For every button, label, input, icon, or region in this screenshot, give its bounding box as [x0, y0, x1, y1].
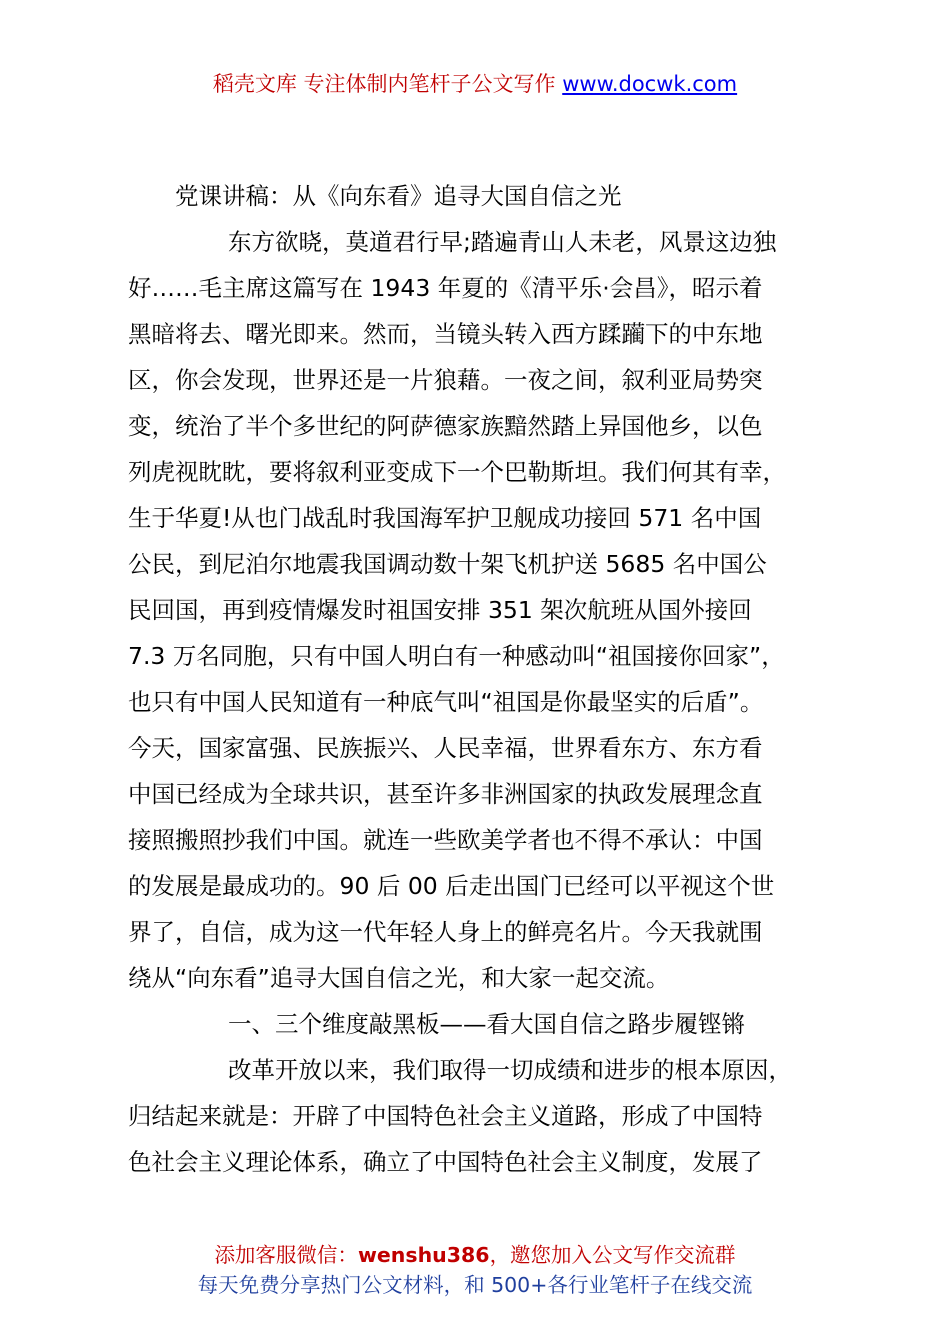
page-header	[0, 70, 950, 98]
text-line: 的发展是最成功的。90 后 00 后走出国门已经可以平视这个世	[128, 872, 775, 900]
page-footer	[0, 1240, 950, 1300]
text-line: 界了，自信，成为这一代年轻人身上的鲜亮名片。今天我就围	[128, 918, 763, 946]
section-heading: 一、三个维度敲黑板——看大国自信之路步履铿锵	[228, 1010, 745, 1038]
text-line: 绕从“向东看”追寻大国自信之光，和大家一起交流。	[128, 964, 670, 992]
text-line: 变，统治了半个多世纪的阿萨德家族黯然踏上异国他乡，以色	[128, 412, 763, 440]
text-line: 归结起来就是：开辟了中国特色社会主义道路，形成了中国特	[128, 1102, 763, 1130]
text-line: 生于华夏!从也门战乱时我国海军护卫舰成功接回 571 名中国	[128, 504, 762, 532]
paragraph-intro	[128, 219, 828, 1001]
text-line: 中国已经成为全球共识，甚至许多非洲国家的执政发展理念直	[128, 780, 763, 808]
text-line: 也只有中国人民知道有一种底气叫“祖国是你最坚实的后盾”。	[128, 688, 764, 716]
document-title: 党课讲稿：从《向东看》追寻大国自信之光	[175, 182, 622, 210]
header-brand-text: 稻壳文库 专注体制内笔杆子公文写作	[212, 72, 563, 96]
text-line: 改革开放以来，我们取得一切成绩和进步的根本原因，	[228, 1056, 792, 1084]
text-line: 区，你会发现，世界还是一片狼藉。一夜之间，叙利亚局势突	[128, 366, 763, 394]
text-line: 列虎视眈眈，要将叙利亚变成下一个巴勒斯坦。我们何其有幸，	[128, 458, 786, 486]
text-line: 接照搬照抄我们中国。就连一些欧美学者也不得不承认：中国	[128, 826, 763, 854]
text-line: 7.3 万名同胞，只有中国人明白有一种感动叫“祖国接你回家”，	[128, 642, 785, 670]
text-line: 今天，国家富强、民族振兴、人民幸福，世界看东方、东方看	[128, 734, 763, 762]
text-line: 民回国，再到疫情爆发时祖国安排 351 架次航班从国外接回	[128, 596, 752, 624]
footer-contact-suffix: ，邀您加入公文写作交流群	[489, 1243, 736, 1267]
text-line: 公民，到尼泊尔地震我国调动数十架飞机护送 5685 名中国公	[128, 550, 767, 578]
paragraph-section1	[128, 1047, 828, 1185]
text-line: 好……毛主席这篇写在 1943 年夏的《清平乐·会昌》，昭示着	[128, 274, 763, 302]
wechat-id: wenshu386	[357, 1243, 490, 1267]
text-line: 黑暗将去、曙光即来。然而，当镜头转入西方蹂躏下的中东地	[128, 320, 763, 348]
footer-contact-prefix: 添加客服微信：	[214, 1243, 358, 1267]
text-line: 色社会主义理论体系，确立了中国特色社会主义制度，发展了	[128, 1148, 763, 1176]
footer-contact-line	[0, 1240, 950, 1270]
text-line: 东方欲晓，莫道君行早;踏遍青山人未老，风景这边独	[228, 228, 777, 256]
footer-promo-line: 每天免费分享热门公文材料，和 500+各行业笔杆子在线交流	[197, 1273, 753, 1297]
document-body	[128, 173, 828, 1185]
header-site-link[interactable]: www.docwk.com	[562, 72, 738, 96]
